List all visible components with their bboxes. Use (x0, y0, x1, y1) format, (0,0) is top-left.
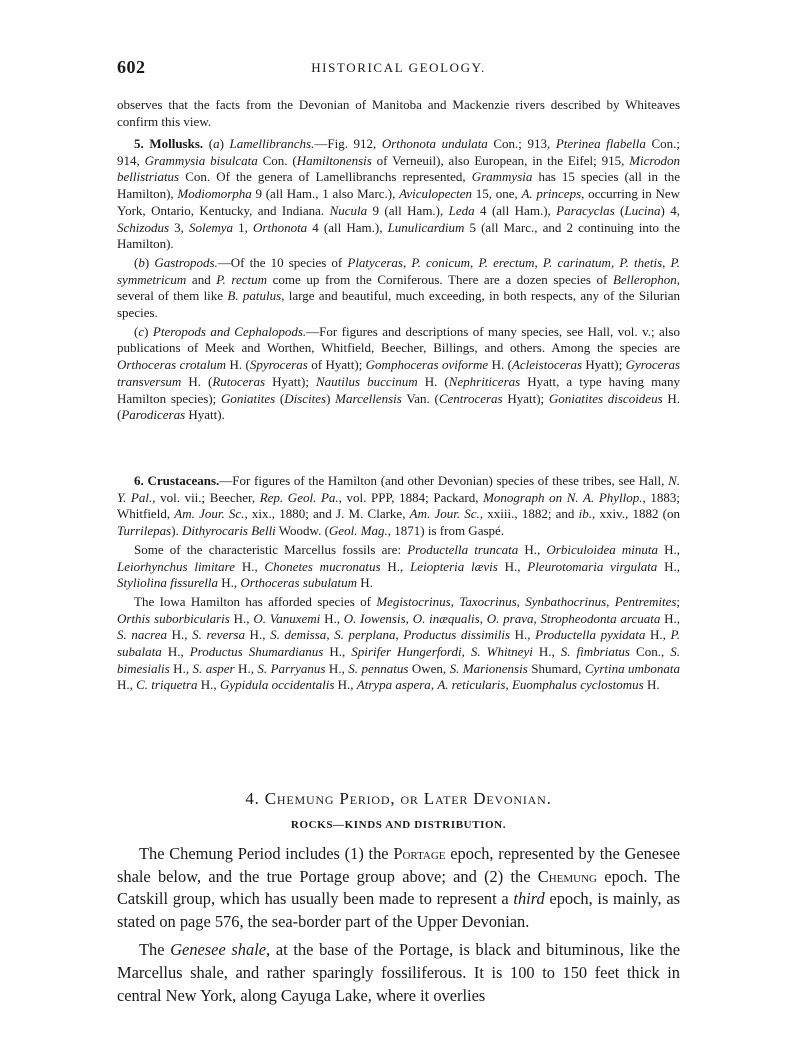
mollusks-lamellibranchs-paragraph (117, 136, 680, 253)
gastropods-paragraph: (b) Gastropods.—Of the 10 species of Platyceras, P. conicum, P. erectum, P. carinatum, P. thetis, P. symmetricum and P. rectum come up from the Corniferous. There are a dozen species of Bellerophon, several of them like B. patulus, large and beautiful, much exceeding, in both respects, any of the Silurian species. (117, 254, 681, 321)
marcellus-fossils-paragraph: Some of the characteristic Marcellus fossils are: Productella truncata H., Orbiculoidea minuta H., Leiorhynchus limitare H., Chonetes mucronatus H., Leiopteria lævis H., Pleurotomaria virgulata H., Styliolina fissurella H., Orthoceras subulatum H. (117, 541, 680, 591)
intro-paragraph: observes that the facts from the Devonian of Manitoba and Mackenzie rivers described by Whiteaves confirm this view. (117, 97, 680, 129)
crustaceans-section (117, 473, 680, 694)
chemung-body (117, 843, 680, 1007)
chemung-paragraph-2: The Genesee shale, at the base of the Portage, is black and bituminous, like the Marcellus shale, and rather sparingly fossiliferous. It is 100 to 150 feet thick in central New York, along Cayuga Lake, where it overlies (117, 940, 680, 1005)
crustaceans-paragraph (117, 473, 680, 540)
cephalopods-paragraph: (c) Pteropods and Cephalopods.—For figures and descriptions of many species, see Hall, vol. v.; also publications of Meek and Worthen, Whitfield, Beecher, Billings, and others. Among the species are Orthoceras crotalum H. (Spyroceras of Hyatt); Gomphoceras oviforme H. (Acleistoceras Hyatt); Gyroceras transversum H. (Rutoceras Hyatt); Nautilus buccinum H. (Nephriticeras Hyatt, a type having many Hamilton species); Goniatites (Discites) Marcellensis Van. (Centroceras Hyatt); Goniatites discoideus H. (Parodiceras Hyatt). (117, 323, 681, 423)
rocks-subheading: ROCKS—KINDS AND DISTRIBUTION. (290, 819, 507, 831)
running-head: HISTORICAL GEOLOGY. (311, 60, 486, 75)
intro-block (117, 97, 680, 130)
iowa-hamilton-paragraph: The Iowa Hamilton has afforded species of Megistocrinus, Taxocrinus, Synbathocrinus, Pentremites; Orthis suborbicularis H., O. Vanuxemi H., O. Iowensis, O. inæqualis, O. prava, Stropheodonta arcuata H., S. nacrea H., S. reversa H., S. demissa, S. perplana, Productus dissimilis H., Productella pyxidata H., P. subalata H., Productus Shumardianus H., Spirifer Hungerfordi, S. Whitneyi H., S. fimbriatus Con., S. bimesialis H., S. asper H., S. Parryanus H., S. pennatus Owen, S. Marionensis Shumard, Cyrtina umbonata H., C. triquetra H., Gypidula occidentalis H., Atrypa aspera, A. reticularis, Euomphalus cyclostomus H. (117, 593, 681, 693)
crustaceans-text: —For figures of the Hamilton (and other Devonian) species of these tribes, see Hall, N. Y. Pal., vol. vii.; Beecher, Rep. Geol. Pa., vol. PPP, 1884; Packard, Monograph on N. A. Phyllop., 1883; Whitfield, Am. Jour. Sc., xix., 1880; and J. M. Clarke, Am. Jour. Sc., xxiii., 1882; and ib., xxiv., 1882 (on Turrilepas). Dithyrocaris Belli Woodw. (Geol. Mag., 1871) is from Gaspé. (117, 473, 681, 539)
mollusks-section (117, 136, 680, 424)
lamellibranchs-text: (a) Lamellibranchs.—Fig. 912, Orthonota undulata Con.; 913, Pterinea flabella Con.; 914, Grammysia bisulcata Con. (Hamiltonensis of Verneuil), also European, in the Eifel; 915, Microdon bellistriatus Con. Of the genera of Lamellibranchs represented, Grammysia has 15 species (all in the Hamilton), Modiomorpha 9 (all Ham., 1 also Marc.), Aviculopecten 15, one, A. princeps, occurring in New York, Ontario, Kentucky, and Indiana. Nucula 9 (all Ham.), Leda 4 (all Ham.), Paracyclas (Lucina) 4, Schizodus 3, Solemya 1, Orthonota 4 (all Ham.), Lunulicardium 5 (all Marc., and 2 continuing into the Hamilton). (117, 136, 681, 252)
page-header (117, 57, 680, 79)
chemung-period-heading: 4. Chemung Period, or Later Devonian. (245, 789, 552, 808)
crustaceans-label: 6. Crustaceans. (134, 473, 220, 488)
mollusks-label: 5. Mollusks. (134, 136, 204, 151)
page-number: 602 (117, 57, 146, 77)
chemung-paragraph-1: The Chemung Period includes (1) the Portage epoch, represented by the Genesee shale below, and the true Portage group above; and (2) the Chemung epoch. The Catskill group, which has usually been made to represent a third epoch, is mainly, as stated on page 576, the sea-border part of the Upper Devonian. (117, 844, 680, 931)
